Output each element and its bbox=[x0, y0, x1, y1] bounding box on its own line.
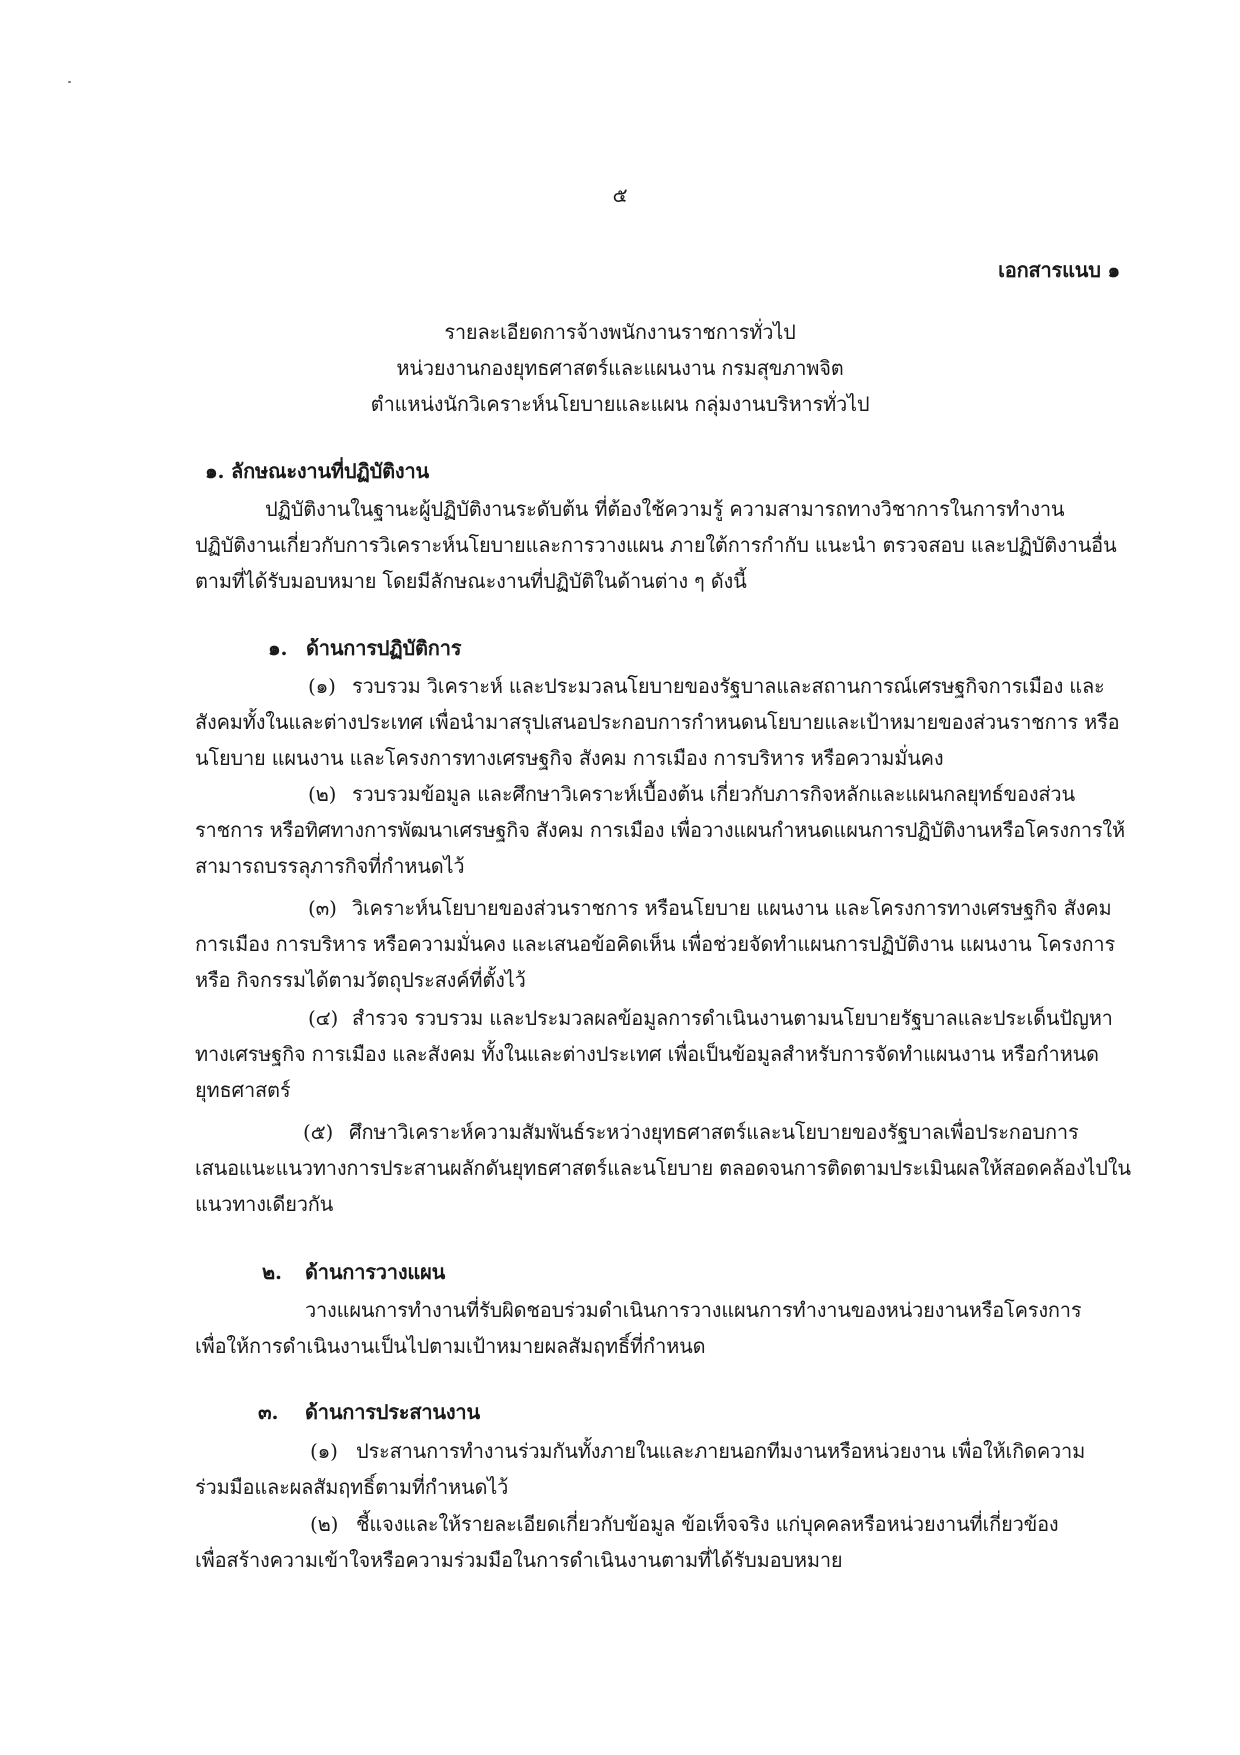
operations-number: ๑. bbox=[268, 636, 288, 660]
operations-item-text: วิเคราะห์นโยบายของส่วนราชการ หรือนโยบาย แผนงาน และโครงการทางเศรษฐกิจ สังคม bbox=[352, 896, 1112, 920]
operations-item-number: (๒) bbox=[308, 782, 337, 806]
coordination-heading: ด้านการประสานงาน bbox=[305, 1400, 480, 1424]
operations-item-text: แนวทางเดียวกัน bbox=[195, 1192, 334, 1216]
coordination-item-text: ชี้แจงและให้รายละเอียดเกี่ยวกับข้อมูล ข้อเท็จจริง แก่บุคคลหรือหน่วยงานที่เกี่ยวข้อง bbox=[356, 1512, 1059, 1536]
section1-intro-line-1: ปฏิบัติงานในฐานะผู้ปฏิบัติงานระดับต้น ที่ต้องใช้ความรู้ ความสามารถทางวิชาการในการทำงาน bbox=[265, 497, 1065, 521]
operations-item-text: ศึกษาวิเคราะห์ความสัมพันธ์ระหว่างยุทธศาสตร์และนโยบายของรัฐบาลเพื่อประกอบการ bbox=[349, 1120, 1079, 1144]
operations-item-text: ยุทธศาสตร์ bbox=[195, 1078, 291, 1102]
planning-heading: ด้านการวางแผน bbox=[305, 1260, 446, 1284]
operations-item-text: นโยบาย แผนงาน และโครงการทางเศรษฐกิจ สังคม การเมือง การบริหาร หรือความมั่นคง bbox=[195, 746, 944, 770]
operations-item-number: (๕) bbox=[303, 1120, 334, 1144]
operations-item-text: สังคมทั้งในและต่างประเทศ เพื่อนำมาสรุปเสนอประกอบการกำหนดนโยบายและเป้าหมายของส่วนราชการ หรือ bbox=[195, 710, 1120, 734]
coordination-item-text: เพื่อสร้างความเข้าใจหรือความร่วมมือในการดำเนินงานตามที่ได้รับมอบหมาย bbox=[195, 1548, 843, 1572]
section1-intro-line-2: ปฏิบัติงานเกี่ยวกับการวิเคราะห์นโยบายและการวางแผน ภายใต้การกำกับ แนะนำ ตรวจสอบ และปฏิบัติงานอื่น bbox=[195, 533, 1117, 557]
operations-item-number: (๓) bbox=[308, 896, 337, 920]
operations-item-text: รวบรวมข้อมูล และศึกษาวิเคราะห์เบื้องต้น เกี่ยวกับภารกิจหลักและแผนกลยุทธ์ของส่วน bbox=[352, 782, 1075, 806]
operations-heading: ด้านการปฏิบัติการ bbox=[306, 636, 462, 660]
section1-intro-line-3: ตามที่ได้รับมอบหมาย โดยมีลักษณะงานที่ปฏิบัติในด้านต่าง ๆ ดังนี้ bbox=[195, 569, 747, 593]
operations-item-number: (๔) bbox=[308, 1006, 339, 1030]
page-number: ๕ bbox=[612, 183, 628, 207]
operations-item-text: สำรวจ รวบรวม และประมวลผลข้อมูลการดำเนินงานตามนโยบายรัฐบาลและประเด็นปัญหา bbox=[352, 1006, 1113, 1030]
planning-text: เพื่อให้การดำเนินงานเป็นไปตามเป้าหมายผลสัมฤทธิ์ที่กำหนด bbox=[195, 1334, 706, 1358]
attachment-label: เอกสารแนบ ๑ bbox=[998, 258, 1120, 282]
operations-item-text: การเมือง การบริหาร หรือความมั่นคง และเสนอข้อคิดเห็น เพื่อช่วยจัดทำแผนการปฏิบัติงาน แผนงาน โครงการ bbox=[195, 932, 1115, 956]
operations-item-text: ราชการ หรือทิศทางการพัฒนาเศรษฐกิจ สังคม การเมือง เพื่อวางแผนกำหนดแผนการปฏิบัติงานหรือโครงการให้ bbox=[195, 818, 1125, 842]
coordination-item-text: ร่วมมือและผลสัมฤทธิ์ตามที่กำหนดไว้ bbox=[195, 1475, 509, 1499]
title-line-1: รายละเอียดการจ้างพนักงานราชการทั่วไป bbox=[444, 320, 796, 344]
title-line-2: หน่วยงานกองยุทธศาสตร์และแผนงาน กรมสุขภาพจิต bbox=[396, 356, 844, 380]
section1-heading: ๑. ลักษณะงานที่ปฏิบัติงาน bbox=[205, 459, 429, 483]
scan-speck bbox=[68, 81, 71, 83]
title-line-3: ตำแหน่งนักวิเคราะห์นโยบายและแผน กลุ่มงานบริหารทั่วไป bbox=[370, 392, 870, 416]
coordination-number: ๓. bbox=[258, 1400, 279, 1424]
operations-item-text: สามารถบรรลุภารกิจที่กำหนดไว้ bbox=[195, 854, 465, 878]
operations-item-text: หรือ กิจกรรมได้ตามวัตถุประสงค์ที่ตั้งไว้ bbox=[195, 968, 526, 992]
coordination-item-number: (๒) bbox=[310, 1512, 339, 1536]
coordination-item-number: (๑) bbox=[310, 1439, 338, 1463]
operations-item-text: รวบรวม วิเคราะห์ และประมวลนโยบายของรัฐบาลและสถานการณ์เศรษฐกิจการเมือง และ bbox=[352, 674, 1105, 698]
operations-item-number: (๑) bbox=[308, 674, 336, 698]
operations-item-text: เสนอแนะแนวทางการประสานผลักดันยุทธศาสตร์และนโยบาย ตลอดจนการติดตามประเมินผลให้สอดคล้องไปใน bbox=[195, 1156, 1131, 1180]
coordination-item-text: ประสานการทำงานร่วมกันทั้งภายในและภายนอกทีมงานหรือหน่วยงาน เพื่อให้เกิดความ bbox=[356, 1439, 1086, 1463]
planning-number: ๒. bbox=[262, 1260, 282, 1284]
operations-item-text: ทางเศรษฐกิจ การเมือง และสังคม ทั้งในและต่างประเทศ เพื่อเป็นข้อมูลสำหรับการจัดทำแผนงาน หรือกำหนด bbox=[195, 1042, 1099, 1066]
planning-text: วางแผนการทำงานที่รับผิดชอบร่วมดำเนินการวางแผนการทำงานของหน่วยงานหรือโครงการ bbox=[305, 1298, 1082, 1322]
